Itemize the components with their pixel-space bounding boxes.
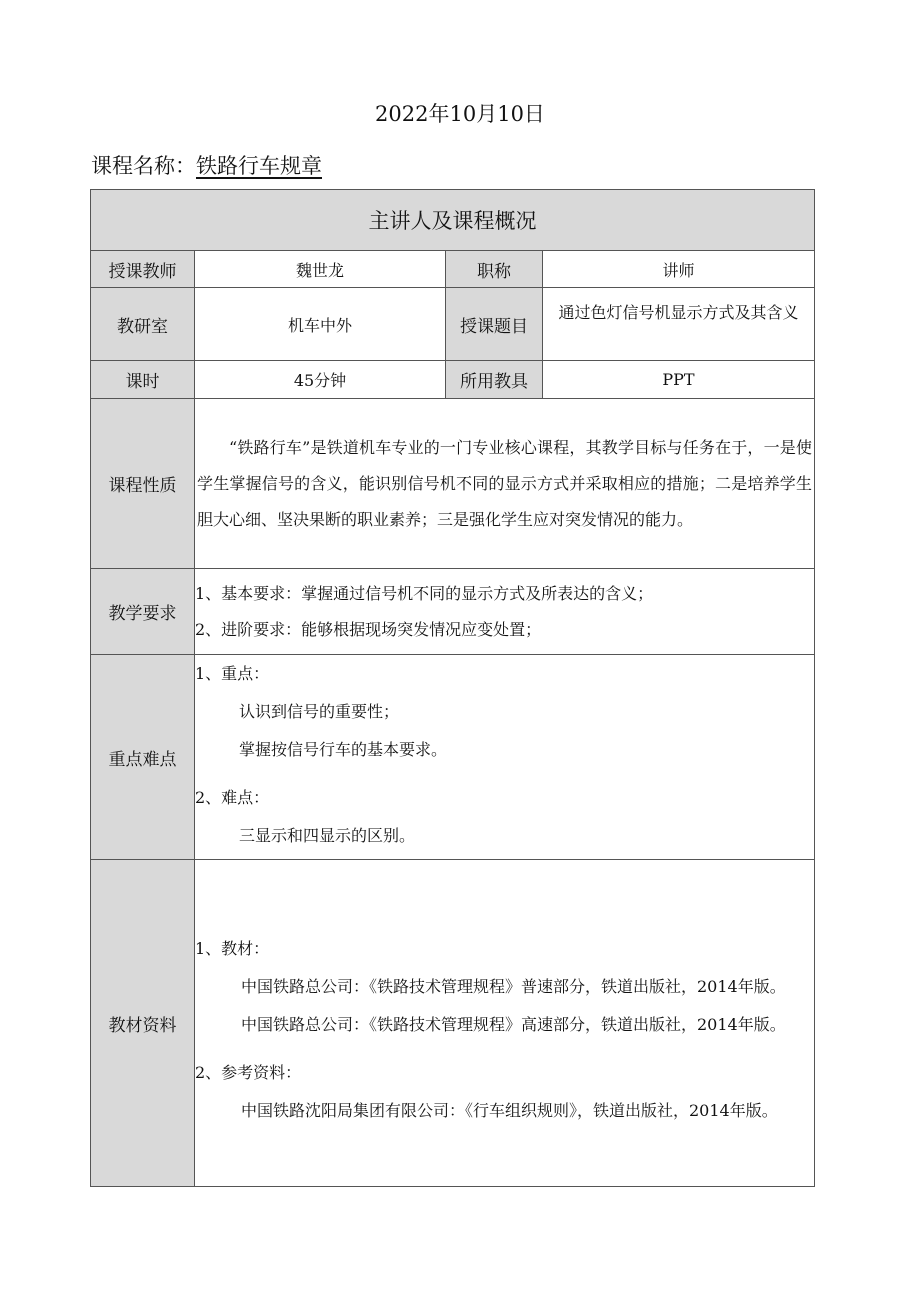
teacher-label: 授课教师: [91, 251, 195, 288]
course-name-line: [91, 150, 322, 180]
title-label: 职称: [446, 251, 543, 288]
topic-label: 授课题目: [446, 288, 543, 361]
materials-content: [195, 860, 815, 1187]
hours-value: 45分钟: [195, 361, 446, 399]
textbook-item: 中国铁路总公司：《铁路技术管理规程》高速部分，铁道出版社，2014年版。: [241, 1015, 786, 1034]
key-points-content: [195, 655, 815, 860]
requirements-label: 教学要求: [91, 569, 195, 655]
course-name-value: 铁路行车规章: [196, 154, 322, 178]
key-points-label: 重点难点: [91, 655, 195, 860]
difficulty-item: 三显示和四显示的区别。: [239, 826, 416, 845]
difficulties-title: 2、难点：: [195, 788, 270, 807]
reference-item: 中国铁路沈阳局集团有限公司：《行车组织规则》，铁道出版社，2014年版。: [241, 1101, 778, 1120]
textbooks-title: 1、教材：: [195, 939, 270, 958]
course-name-label: 课程名称：: [91, 154, 196, 178]
key-point-item: 认识到信号的重要性；: [239, 702, 400, 721]
basic-requirement: 1、基本要求：掌握通过信号机不同的显示方式及所表达的含义；: [195, 583, 654, 603]
materials-label: 教材资料: [91, 860, 195, 1187]
table-header: 主讲人及课程概况: [91, 190, 815, 251]
nature-label: 课程性质: [91, 399, 195, 569]
key-point-item: 掌握按信号行车的基本要求。: [239, 740, 448, 759]
textbook-item: 中国铁路总公司：《铁路技术管理规程》普速部分，铁道出版社，2014年版。: [241, 977, 786, 996]
key-points-title: 1、重点：: [195, 664, 270, 683]
tools-label: 所用教具: [446, 361, 543, 399]
office-value: 机车中外: [195, 288, 446, 361]
document-date: 2022年10月10日: [375, 102, 545, 126]
course-overview-table: [90, 189, 815, 1187]
office-label: 教研室: [91, 288, 195, 361]
nature-text: “铁路行车”是铁道机车专业的一门专业核心课程，其教学目标与任务在于，一是使学生掌握信号的含义，能识别信号机不同的显示方式并采取相应的措施；二是培养学生胆大心细、坚决果断的职业素养；三是强化学生应对突发情况的能力。: [195, 399, 815, 569]
teacher-value: 魏世龙: [195, 251, 446, 288]
title-value: 讲师: [543, 251, 815, 288]
advanced-requirement: 2、进阶要求：能够根据现场突发情况应变处置；: [195, 619, 542, 639]
references-title: 2、参考资料：: [195, 1063, 302, 1082]
topic-value: 通过色灯信号机显示方式及其含义: [543, 288, 815, 361]
tools-value: PPT: [543, 361, 815, 399]
requirements-content: [195, 569, 815, 655]
hours-label: 课时: [91, 361, 195, 399]
